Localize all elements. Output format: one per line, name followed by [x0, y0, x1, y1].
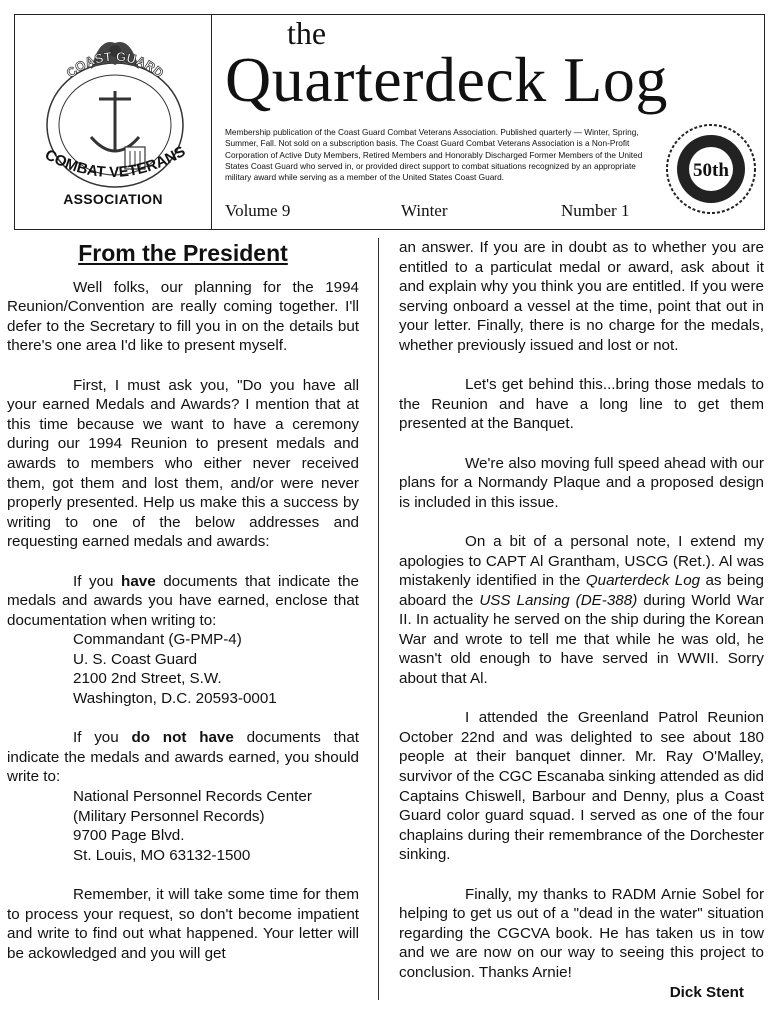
- paragraph-r6: Finally, my thanks to RADM Arnie Sobel for helping to get us out of a "dead in the water" situation regarding the CGCVA book. He has taken us in tow and we are now on our way to seeing this project to conclusion. Thanks Arnie!: [399, 885, 764, 981]
- logo-box: [15, 15, 212, 229]
- paragraph-r3: We're also moving full speed ahead with our plans for a Normandy Plaque and a proposed design is included in this issue.: [399, 454, 764, 511]
- paragraph-2: First, I must ask you, "Do you have all your earned Medals and Awards? I mention that at this time because we want to have a ceremony during our 1994 Reunion to present medals and awards to members who either never received them, got them and lost them, and/or were never properly presented. Help us make this a success by writing to one of the below addresses and requesting earned medals and awards:: [7, 376, 359, 551]
- paragraph-r2: Let's get behind this...bring those medals to the Reunion and have a long line to get them presented at the Banquet.: [399, 376, 764, 433]
- p3-post: documents that indicate the medals and awards you have earned, enclose that documentation when writing to:: [7, 572, 359, 629]
- p3-pre: If you: [73, 572, 122, 590]
- paragraph-r1: an answer. If you are in doubt as to whether you are entitled to a particulat medal or award, ask about it and explain why you think you are entitled. If you were serving onboard a vessel at the time, point that out in your letter. Finally, there is no charge for the medals, whether previously issued and lost or not.: [399, 239, 764, 354]
- signature: Dick Stent: [669, 984, 744, 1002]
- publication-blurb: Membership publication of the Coast Guard Combat Veterans Association. Published quarterly — Winter, Spring, Summer, Fall. Not sold on a subscription basis. The Coast Guard Combat Veterans Association is a Non-Profit Corporation of Active Duty Members, Retired Members and Honorably Discharged Former Members of the United States Coast Guard who served in, or provided direct support to combat situations recognized by an appropriate military award while serving as a member of the United States Coast Guard.: [225, 127, 643, 183]
- p4-post: documents that indicate the medals and awards earned, you should write to:: [7, 729, 359, 786]
- paragraph-r4: [399, 532, 764, 689]
- logo-caption: ASSOCIATION: [63, 191, 163, 207]
- address-block-2: [7, 787, 359, 865]
- association-logo: [29, 29, 201, 197]
- season-label: Winter: [401, 201, 448, 220]
- masthead: [14, 14, 765, 230]
- r4-italic-2: USS Lansing (DE-388): [479, 591, 638, 609]
- newsletter-title: Quarterdeck Log: [225, 44, 668, 115]
- address-line: U. S. Coast Guard: [73, 650, 198, 668]
- number-label: Number 1: [561, 201, 630, 220]
- title-article: the: [287, 15, 327, 51]
- logo-top-text: COAST GUARD: [63, 48, 167, 81]
- r4-italic-1: Quarterdeck Log: [585, 572, 701, 590]
- p4-bold: do not have: [131, 729, 234, 747]
- paragraph-5: Remember, it will take some time for them to process your request, so don't become impatient and write to find out what happened. Your letter will be ackowledged and you will get: [7, 886, 359, 962]
- address-line: National Personnel Records Center: [73, 788, 312, 806]
- paragraph-4: [7, 728, 359, 787]
- r4-c: during World War II. In actuality he served on the ship during the Korean War and wrote to tell me that while he was old, he wasn't old enough to have served in WWII. Sorry about that Al.: [399, 591, 764, 688]
- column-divider: [378, 238, 379, 1000]
- address-line: 9700 Page Blvd.: [73, 827, 185, 845]
- paragraph-1: Well folks, our planning for the 1994 Reunion/Convention are really coming together. I'll defer to the Secretary to fill you in on the details but there's one area I'd like to present myself.: [7, 278, 359, 355]
- paragraph-3: [7, 572, 359, 631]
- r4-b: as being aboard the: [399, 572, 764, 609]
- anniversary-seal: [665, 123, 757, 215]
- article-heading: From the President: [78, 240, 288, 266]
- p3-bold: have: [121, 572, 156, 590]
- address-line: Commandant (G-PMP-4): [73, 631, 242, 649]
- address-line: Washington, D.C. 20593-0001: [73, 690, 277, 708]
- p4-pre: If you: [73, 729, 132, 747]
- address-line: (Military Personnel Records): [73, 807, 265, 825]
- left-column: [7, 238, 359, 983]
- r4-a: On a bit of a personal note, I extend my apologies to CAPT Al Grantham, USCG (Ret.). Al was mistakenly identified in the: [399, 532, 764, 590]
- address-line: 2100 2nd Street, S.W.: [73, 670, 222, 688]
- right-column: [399, 238, 764, 1003]
- volume-label: Volume 9: [225, 201, 291, 220]
- paragraph-r5: I attended the Greenland Patrol Reunion October 22nd and was delighted to see about 180 people at their banquet dinner. Mr. Ray O'Malley, survivor of the CGC Escanaba sinking attended as did Captains Chiswell, Barbour and Denny, plus a Coast Guard color guard squad. I served as one of the four chaplains during their remembrance of the Dorchester sinking.: [399, 709, 764, 864]
- address-line: St. Louis, MO 63132-1500: [73, 846, 251, 864]
- logo-bottom-text: COMBAT VETERANS: [41, 142, 189, 182]
- address-block-1: [7, 630, 359, 708]
- seal-text: 50th: [693, 160, 729, 181]
